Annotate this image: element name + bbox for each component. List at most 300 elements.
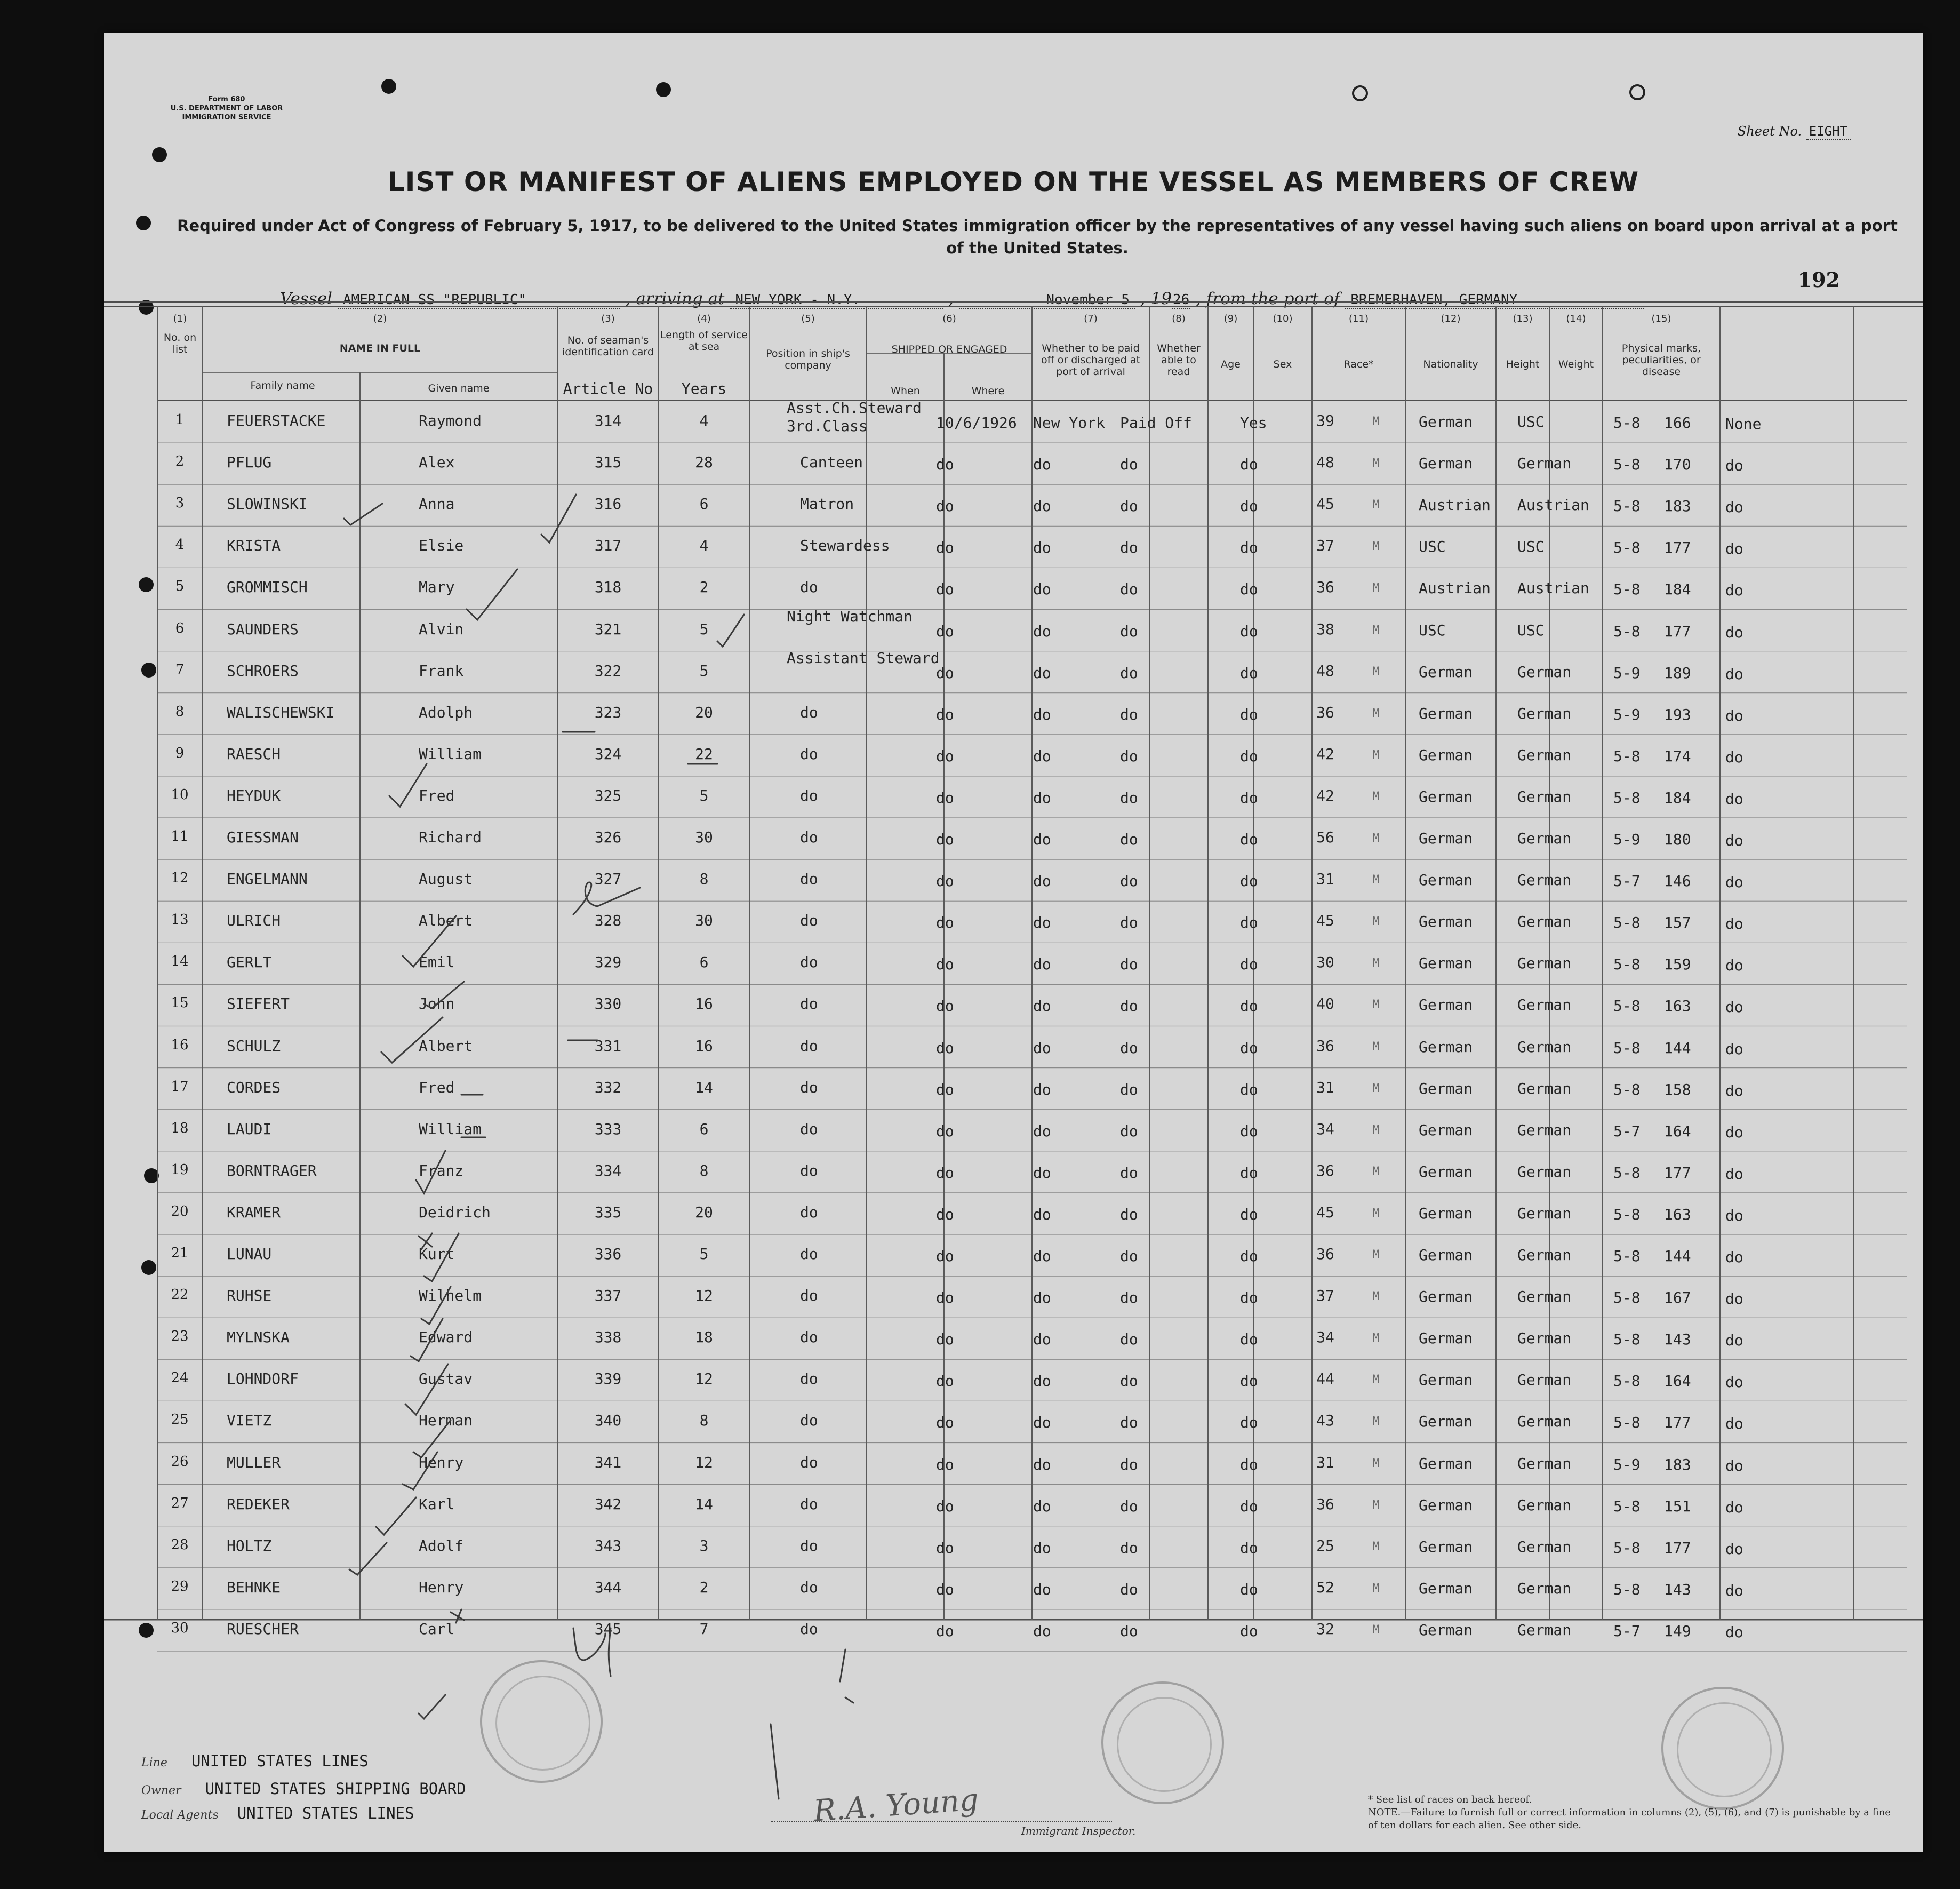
years-at-sea: 5 xyxy=(699,661,709,680)
family-name: KRAMER xyxy=(227,1203,281,1221)
header-no-on-list: No. on list xyxy=(163,332,197,355)
seaman-card-number: 337 xyxy=(594,1287,622,1305)
weight: 170 xyxy=(1664,456,1691,474)
seaman-card-number: 341 xyxy=(594,1453,622,1471)
able-to-read: do xyxy=(1240,831,1258,848)
paid-off-status: do xyxy=(1120,1372,1138,1390)
family-name: SCHROERS xyxy=(227,661,299,680)
nationality: German xyxy=(1517,746,1572,764)
years-at-sea: 28 xyxy=(695,453,713,472)
physical-marks: do xyxy=(1725,998,1743,1016)
shipped-where: do xyxy=(1033,456,1051,474)
age: 43 xyxy=(1316,1412,1334,1430)
years-at-sea: 18 xyxy=(695,1328,713,1346)
able-to-read: do xyxy=(1240,1289,1258,1307)
age: 37 xyxy=(1316,537,1334,555)
shipped-when: do xyxy=(936,580,954,599)
nationality: German xyxy=(1517,1537,1572,1556)
ship-position: Night Watchman xyxy=(787,607,913,625)
seaman-card-number: 321 xyxy=(594,620,622,638)
race: German xyxy=(1419,871,1473,889)
row-number: 28 xyxy=(171,1536,189,1553)
row-number: 15 xyxy=(171,995,189,1011)
race: German xyxy=(1419,1621,1473,1639)
shipped-when: do xyxy=(936,1414,954,1432)
given-name: Frank xyxy=(419,661,464,680)
years-at-sea: 6 xyxy=(699,1120,709,1138)
vessel-label: Vessel xyxy=(280,289,332,308)
col-14-number: (14) xyxy=(1566,313,1586,324)
row-number: 12 xyxy=(171,870,189,887)
race: German xyxy=(1419,1288,1473,1306)
nationality: German xyxy=(1517,1079,1572,1097)
col-11-number: (11) xyxy=(1349,313,1369,324)
age: 36 xyxy=(1316,703,1334,721)
weight: 164 xyxy=(1664,1372,1691,1390)
race: German xyxy=(1419,1371,1473,1389)
page-subtitle: Required under Act of Congress of February 5, 1917, to be delivered to the United States immigration officer by the representatives of any vessel having such aliens on board upon arrival at a port of the United States. xyxy=(177,217,1898,257)
shipped-when: do xyxy=(936,788,954,807)
ship-position: do xyxy=(800,1203,818,1221)
col-9-number: (9) xyxy=(1223,313,1238,324)
owner-value: UNITED STATES SHIPPING BOARD xyxy=(205,1780,466,1798)
paid-off-status: do xyxy=(1120,622,1138,640)
paid-off-status: do xyxy=(1120,1622,1138,1640)
paid-off-status: do xyxy=(1120,831,1138,848)
years-at-sea: 6 xyxy=(699,495,709,513)
ship-position: do xyxy=(800,953,818,971)
age: 42 xyxy=(1316,786,1334,804)
nationality: German xyxy=(1517,704,1572,722)
weight: 144 xyxy=(1664,1039,1691,1057)
col-4-number: (4) xyxy=(697,313,711,324)
shipped-where: do xyxy=(1033,1372,1051,1390)
ship-position: do xyxy=(800,1037,818,1055)
shipped-when: do xyxy=(936,914,954,932)
height: 5-8 xyxy=(1613,497,1641,515)
manifest-sheet xyxy=(104,33,1923,1852)
weight: 174 xyxy=(1664,747,1691,765)
race: German xyxy=(1419,1204,1473,1222)
weight: 163 xyxy=(1664,1205,1691,1223)
height: 5-8 xyxy=(1613,914,1641,932)
able-to-read: do xyxy=(1240,1580,1258,1598)
race: German xyxy=(1419,1329,1473,1348)
physical-marks: do xyxy=(1725,581,1743,600)
ship-position: do xyxy=(800,786,818,804)
sex: M xyxy=(1372,1540,1380,1553)
family-name: SAUNDERS xyxy=(227,620,299,638)
years-at-sea: 22 xyxy=(695,745,713,763)
family-name: FEUERSTACKE xyxy=(227,412,326,429)
seaman-card-number: 340 xyxy=(594,1412,622,1430)
age: 34 xyxy=(1316,1120,1334,1138)
years-at-sea: 8 xyxy=(699,1412,709,1430)
height: 5-8 xyxy=(1613,622,1641,640)
shipped-when: do xyxy=(936,1539,954,1557)
given-name: Raymond xyxy=(419,412,482,429)
able-to-read: do xyxy=(1240,1247,1258,1265)
given-name: William xyxy=(419,745,482,763)
height: 5-8 xyxy=(1613,997,1641,1015)
header-paid-off: Whether to be paid off or discharged at port of arrival xyxy=(1041,342,1141,378)
sex: M xyxy=(1372,1623,1380,1637)
years-at-sea: 12 xyxy=(695,1370,713,1388)
height: 5-8 xyxy=(1613,456,1641,474)
nationality: German xyxy=(1517,1413,1572,1431)
shipped-when: do xyxy=(936,1622,954,1640)
paid-off-status: do xyxy=(1120,580,1138,599)
arrival-year: 26 xyxy=(1172,292,1190,308)
shipped-where: do xyxy=(1033,997,1051,1015)
seaman-card-number: 329 xyxy=(594,953,622,971)
weight: 183 xyxy=(1664,1455,1691,1473)
years-at-sea: 16 xyxy=(695,1037,713,1055)
physical-marks: do xyxy=(1725,457,1743,475)
family-name: LAUDI xyxy=(227,1120,272,1138)
age: 25 xyxy=(1316,1536,1334,1555)
sex: M xyxy=(1372,873,1380,887)
age: 31 xyxy=(1316,1078,1334,1096)
family-name: GIESSMAN xyxy=(227,828,299,846)
given-name: Carl xyxy=(419,1620,455,1638)
nationality: German xyxy=(1517,1288,1572,1306)
sex: M xyxy=(1372,1248,1380,1262)
family-name: GROMMISCH xyxy=(227,578,308,596)
age: 48 xyxy=(1316,661,1334,680)
years-at-sea: 7 xyxy=(699,1620,709,1638)
header-shipped-engaged: SHIPPED OR ENGAGED xyxy=(891,344,1007,355)
paid-off-status: do xyxy=(1120,747,1138,765)
header-position: Position in ship's company xyxy=(766,348,850,371)
ship-position: do xyxy=(800,1161,818,1179)
given-name: August xyxy=(419,870,473,888)
given-name: Alvin xyxy=(419,620,464,638)
given-name: Herman xyxy=(419,1412,473,1430)
height: 5-7 xyxy=(1613,1622,1641,1640)
able-to-read: do xyxy=(1240,1539,1258,1557)
race: German xyxy=(1419,913,1473,931)
physical-marks: do xyxy=(1725,1540,1743,1558)
height: 5-8 xyxy=(1613,1289,1641,1307)
shipped-when: do xyxy=(936,1247,954,1265)
height: 5-9 xyxy=(1613,1455,1641,1473)
ship-position: Canteen xyxy=(800,453,863,472)
shipped-when: do xyxy=(936,872,954,890)
years-at-sea: 4 xyxy=(699,537,709,555)
family-name: BEHNKE xyxy=(227,1578,281,1596)
nationality: German xyxy=(1517,1371,1572,1389)
vessel-name: AMERICAN SS "REPUBLIC" xyxy=(338,292,620,309)
ship-position: do xyxy=(800,1620,818,1638)
height: 5-8 xyxy=(1613,1205,1641,1223)
given-name: William xyxy=(419,1120,482,1138)
age: 52 xyxy=(1316,1578,1334,1596)
seaman-card-number: 332 xyxy=(594,1078,622,1096)
sex: M xyxy=(1372,832,1380,845)
weight: 167 xyxy=(1664,1289,1691,1307)
given-name: Karl xyxy=(419,1495,455,1513)
years-at-sea: 14 xyxy=(695,1495,713,1513)
family-name: BORNTRAGER xyxy=(227,1161,317,1179)
owner-field xyxy=(141,1780,466,1798)
paid-off-status: do xyxy=(1120,705,1138,723)
line-field xyxy=(141,1752,369,1770)
ship-position: do xyxy=(800,828,818,846)
height: 5-8 xyxy=(1613,580,1641,599)
consulate-seal xyxy=(1661,1687,1784,1810)
departure-port-label: , from the port of xyxy=(1196,289,1340,308)
ship-position: do xyxy=(800,703,818,721)
col-6-number: (6) xyxy=(942,313,956,324)
weight: 177 xyxy=(1664,622,1691,640)
nationality: German xyxy=(1517,1204,1572,1222)
paid-off-status: do xyxy=(1120,539,1138,557)
height: 5-9 xyxy=(1613,705,1641,723)
sex: M xyxy=(1372,1206,1380,1220)
seaman-card-number: 324 xyxy=(594,745,622,763)
vessel-line: Vessel AMERICAN SS "REPUBLIC" , arriving at NEW YORK - N.Y. , November 5 , 1926 , from the port of BREMERHAVEN, GERMANY xyxy=(280,289,1644,309)
signature-line xyxy=(771,1821,1112,1822)
row-number: 3 xyxy=(175,495,185,512)
shipped-where: do xyxy=(1033,497,1051,515)
able-to-read: do xyxy=(1240,497,1258,515)
weight: 193 xyxy=(1664,705,1691,723)
paid-off-status: do xyxy=(1120,1497,1138,1515)
race: German xyxy=(1419,663,1473,681)
seaman-card-number: 326 xyxy=(594,828,622,846)
height: 5-8 xyxy=(1613,1039,1641,1057)
seaman-card-number: 316 xyxy=(594,495,622,513)
shipped-when: do xyxy=(936,539,954,557)
years-at-sea: 30 xyxy=(695,912,713,930)
paid-off-status: Paid Off xyxy=(1120,414,1192,432)
shipped-where: New York xyxy=(1033,414,1105,432)
physical-marks: do xyxy=(1725,1165,1743,1183)
line-label: Line xyxy=(141,1756,167,1770)
shipped-where: do xyxy=(1033,831,1051,848)
shipped-when: do xyxy=(936,1372,954,1390)
nationality: German xyxy=(1517,1121,1572,1139)
weight: 184 xyxy=(1664,788,1691,807)
ship-position: Matron xyxy=(800,495,854,513)
row-number: 6 xyxy=(175,620,185,636)
height: 5-8 xyxy=(1613,414,1641,432)
paid-off-status: do xyxy=(1120,1163,1138,1182)
given-name: Richard xyxy=(419,828,482,846)
race: German xyxy=(1419,704,1473,722)
ship-position: do xyxy=(800,1412,818,1430)
seaman-card-number: 333 xyxy=(594,1120,622,1138)
header-seaman-card: No. of seaman's identification card xyxy=(562,334,654,358)
physical-marks: do xyxy=(1725,1123,1743,1141)
shipped-where: do xyxy=(1033,539,1051,557)
age: 45 xyxy=(1316,1203,1334,1221)
sex: M xyxy=(1372,998,1380,1012)
family-name: ULRICH xyxy=(227,912,281,930)
height: 5-7 xyxy=(1613,872,1641,890)
sex: M xyxy=(1372,1332,1380,1345)
given-name: Adolph xyxy=(419,703,473,721)
row-number: 9 xyxy=(175,745,185,761)
line-value: UNITED STATES LINES xyxy=(191,1752,369,1770)
col-12-number: (12) xyxy=(1441,313,1461,324)
able-to-read: do xyxy=(1240,788,1258,807)
shipped-where: do xyxy=(1033,747,1051,765)
ship-position: Asst.Ch.Steward 3rd.Class xyxy=(787,399,922,435)
weight: 143 xyxy=(1664,1580,1691,1598)
shipped-where: do xyxy=(1033,705,1051,723)
paid-off-status: do xyxy=(1120,1205,1138,1223)
paid-off-status: do xyxy=(1120,1122,1138,1140)
sex: M xyxy=(1372,581,1380,595)
age: 39 xyxy=(1316,412,1334,429)
shipped-when: do xyxy=(936,1039,954,1057)
race: German xyxy=(1419,1162,1473,1181)
physical-marks: do xyxy=(1725,957,1743,975)
header-able-read: Whether able to read xyxy=(1157,342,1201,378)
able-to-read: do xyxy=(1240,539,1258,557)
physical-marks: do xyxy=(1725,1332,1743,1350)
form-number: Form 680 xyxy=(208,95,245,103)
race: German xyxy=(1419,1537,1473,1556)
ship-position: do xyxy=(800,1287,818,1305)
race: German xyxy=(1419,455,1473,473)
age: 36 xyxy=(1316,1037,1334,1055)
year-label: , 19 xyxy=(1140,289,1172,308)
years-at-sea: 6 xyxy=(699,953,709,971)
row-number: 23 xyxy=(171,1328,189,1345)
given-name: Franz xyxy=(419,1161,464,1179)
able-to-read: do xyxy=(1240,456,1258,474)
physical-marks: do xyxy=(1725,1623,1743,1641)
shipped-where: do xyxy=(1033,1289,1051,1307)
ship-position: do xyxy=(800,1120,818,1138)
shipped-when: 10/6/1926 xyxy=(936,414,1017,432)
years-at-sea: 3 xyxy=(699,1536,709,1555)
seaman-card-number: 325 xyxy=(594,786,622,804)
years-at-sea: 5 xyxy=(699,620,709,638)
ship-position: do xyxy=(800,1495,818,1513)
shipped-where: do xyxy=(1033,1455,1051,1473)
shipped-when: do xyxy=(936,1122,954,1140)
header-article-no: Article No xyxy=(563,380,653,397)
sheet-number-label: Sheet No. xyxy=(1737,124,1802,139)
sex: M xyxy=(1372,1415,1380,1429)
able-to-read: do xyxy=(1240,664,1258,682)
paid-off-status: do xyxy=(1120,872,1138,890)
able-to-read: do xyxy=(1240,1414,1258,1432)
given-name: Mary xyxy=(419,578,455,596)
shipped-where: do xyxy=(1033,1039,1051,1057)
weight: 163 xyxy=(1664,997,1691,1015)
col-7-number: (7) xyxy=(1084,313,1098,324)
race: German xyxy=(1419,1413,1473,1431)
age: 36 xyxy=(1316,578,1334,596)
ship-position: do xyxy=(800,745,818,763)
physical-marks: do xyxy=(1725,706,1743,724)
given-name: Wilhelm xyxy=(419,1287,482,1305)
seaman-card-number: 334 xyxy=(594,1161,622,1179)
height: 5-8 xyxy=(1613,1372,1641,1390)
age: 30 xyxy=(1316,953,1334,971)
years-at-sea: 5 xyxy=(699,1245,709,1263)
able-to-read: do xyxy=(1240,705,1258,723)
age: 37 xyxy=(1316,1287,1334,1305)
race-note: * See list of races on back hereof. xyxy=(1368,1794,1532,1805)
given-name: Emil xyxy=(419,953,455,971)
family-name: ENGELMANN xyxy=(227,870,308,888)
ship-position: do xyxy=(800,912,818,930)
sex: M xyxy=(1372,498,1380,512)
shipped-when: do xyxy=(936,1205,954,1223)
nationality: German xyxy=(1517,1038,1572,1056)
given-name: Kurt xyxy=(419,1245,455,1263)
physical-marks: do xyxy=(1725,1206,1743,1224)
family-name: RUESCHER xyxy=(227,1620,299,1638)
seaman-card-number: 344 xyxy=(594,1578,622,1596)
age: 40 xyxy=(1316,995,1334,1013)
race: German xyxy=(1419,413,1473,431)
inspector-signature: R.A. Young xyxy=(812,1782,980,1829)
nationality: German xyxy=(1517,1621,1572,1639)
row-number: 27 xyxy=(171,1495,189,1511)
given-name: Henry xyxy=(419,1453,464,1471)
seaman-card-number: 315 xyxy=(594,453,622,472)
header-given-name: Given name xyxy=(428,382,490,394)
shipped-where: do xyxy=(1033,1497,1051,1515)
seaman-card-number: 330 xyxy=(594,995,622,1013)
penalty-note: NOTE.—Failure to furnish full or correct information in columns (2), (5), (6), and (7) is punishable by a fine of ten dollars for each alien. See other side. xyxy=(1368,1807,1891,1831)
years-at-sea: 2 xyxy=(699,1578,709,1596)
ship-position: do xyxy=(800,578,818,596)
given-name: Deidrich xyxy=(419,1203,491,1221)
paid-off-status: do xyxy=(1120,1580,1138,1598)
nationality: German xyxy=(1517,1329,1572,1348)
race: USC xyxy=(1419,621,1446,639)
years-at-sea: 8 xyxy=(699,870,709,888)
seaman-card-number: 317 xyxy=(594,537,622,555)
family-name: LOHNDORF xyxy=(227,1370,299,1388)
nationality: German xyxy=(1517,1162,1572,1181)
physical-marks: do xyxy=(1725,540,1743,558)
weight: 151 xyxy=(1664,1497,1691,1515)
weight: 189 xyxy=(1664,664,1691,682)
race: German xyxy=(1419,746,1473,764)
ship-position: do xyxy=(800,1328,818,1346)
nationality: German xyxy=(1517,913,1572,931)
ship-position: do xyxy=(800,870,818,888)
able-to-read: do xyxy=(1240,1622,1258,1640)
family-name: PFLUG xyxy=(227,453,272,472)
shipped-where: do xyxy=(1033,955,1051,974)
able-to-read: do xyxy=(1240,1497,1258,1515)
seaman-card-number: 328 xyxy=(594,912,622,930)
nationality: USC xyxy=(1517,621,1545,639)
arrival-port: NEW YORK - N.Y. xyxy=(730,292,943,309)
header-race: Race* xyxy=(1343,358,1374,370)
shipped-where: do xyxy=(1033,664,1051,682)
age: 44 xyxy=(1316,1370,1334,1388)
shipped-when: do xyxy=(936,1455,954,1473)
nationality: German xyxy=(1517,663,1572,681)
able-to-read: do xyxy=(1240,872,1258,890)
row-number: 30 xyxy=(171,1620,189,1636)
able-to-read: do xyxy=(1240,955,1258,974)
age: 34 xyxy=(1316,1328,1334,1346)
age: 36 xyxy=(1316,1161,1334,1179)
shipped-where: do xyxy=(1033,872,1051,890)
